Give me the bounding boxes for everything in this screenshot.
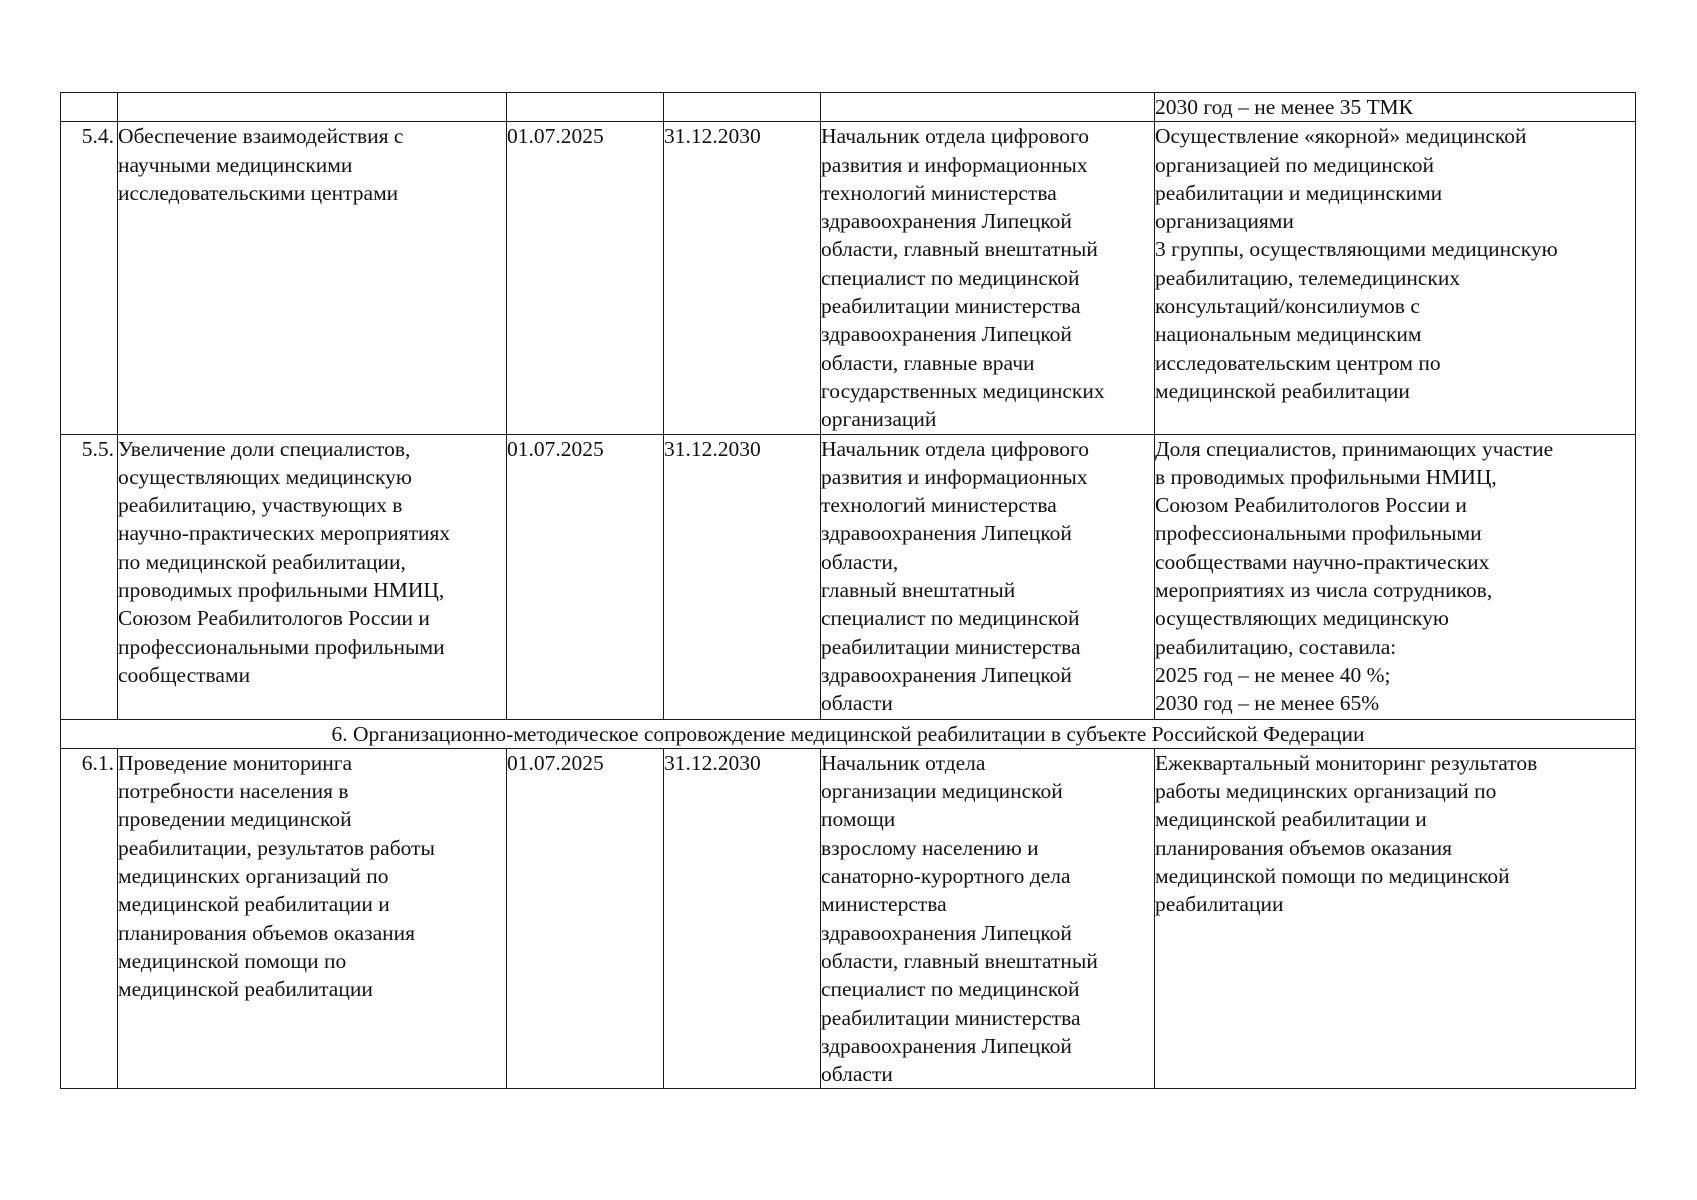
section-title: 6. Организационно-методическое сопровождение медицинской реабилитации в субъекте Российской Федерации xyxy=(61,719,1636,748)
cell-end-date: 31.12.2030 xyxy=(664,122,821,434)
section-header-row xyxy=(61,719,1636,748)
cell-responsible: Начальник отдела организации медицинской помощи взрослому населению и санаторно-курортного дела министерства здравоохранения Липецкой области, главный внештатный специалист по медицинской реабилитации министерства здравоохранения Липецкой области xyxy=(821,748,1155,1089)
cell-num: 5.5. xyxy=(61,434,118,719)
cell-activity: Увеличение доли специалистов, осуществляющих медицинскую реабилитацию, участвующих в научно-практических мероприятиях по медицинской реабилитации, проводимых профильными НМИЦ, Союзом Реабилитологов России и профессиональными профильными сообществами xyxy=(118,434,507,719)
cell-activity: Обеспечение взаимодействия с научными медицинскими исследовательскими центрами xyxy=(118,122,507,434)
cell-start-date xyxy=(507,93,664,122)
cell-responsible xyxy=(821,93,1155,122)
cell-result: Доля специалистов, принимающих участие в проводимых профильными НМИЦ, Союзом Реабилитологов России и профессиональными профильными сообществами научно-практических мероприятиях из числа сотрудников, осуществляющих медицинскую реабилитацию, составила: 2025 год – не менее 40 %; 2030 год – не менее 65% xyxy=(1155,434,1636,719)
table-row-continuation xyxy=(61,93,1636,122)
cell-end-date: 31.12.2030 xyxy=(664,748,821,1089)
table-row-6-1 xyxy=(61,748,1636,1089)
cell-start-date: 01.07.2025 xyxy=(507,748,664,1089)
cell-result: Ежеквартальный мониторинг результатов работы медицинских организаций по медицинской реабилитации и планирования объемов оказания медицинской помощи по медицинской реабилитации xyxy=(1155,748,1636,1089)
cell-num: 6.1. xyxy=(61,748,118,1089)
cell-start-date: 01.07.2025 xyxy=(507,122,664,434)
cell-responsible: Начальник отдела цифрового развития и информационных технологий министерства здравоохранения Липецкой области, главный внештатный специалист по медицинской реабилитации министерства здравоохранения Липецкой области xyxy=(821,434,1155,719)
cell-activity xyxy=(118,93,507,122)
cell-result: Осуществление «якорной» медицинской организацией по медицинской реабилитации и медицинскими организациями 3 группы, осуществляющими медицинскую реабилитацию, телемедицинских консультаций/консилиумов с национальным медицинским исследовательским центром по медицинской реабилитации xyxy=(1155,122,1636,434)
plan-table xyxy=(60,92,1636,1089)
cell-activity: Проведение мониторинга потребности населения в проведении медицинской реабилитации, результатов работы медицинских организаций по медицинской реабилитации и планирования объемов оказания медицинской помощи по медицинской реабилитации xyxy=(118,748,507,1089)
cell-responsible: Начальник отдела цифрового развития и информационных технологий министерства здравоохранения Липецкой области, главный внештатный специалист по медицинской реабилитации министерства здравоохранения Липецкой области, главные врачи государственных медицинских организаций xyxy=(821,122,1155,434)
table-row-5-5 xyxy=(61,434,1636,719)
cell-end-date: 31.12.2030 xyxy=(664,434,821,719)
cell-result: 2030 год – не менее 35 ТМК xyxy=(1155,93,1636,122)
cell-start-date: 01.07.2025 xyxy=(507,434,664,719)
cell-num: 5.4. xyxy=(61,122,118,434)
cell-end-date xyxy=(664,93,821,122)
table-row-5-4 xyxy=(61,122,1636,434)
cell-num xyxy=(61,93,118,122)
